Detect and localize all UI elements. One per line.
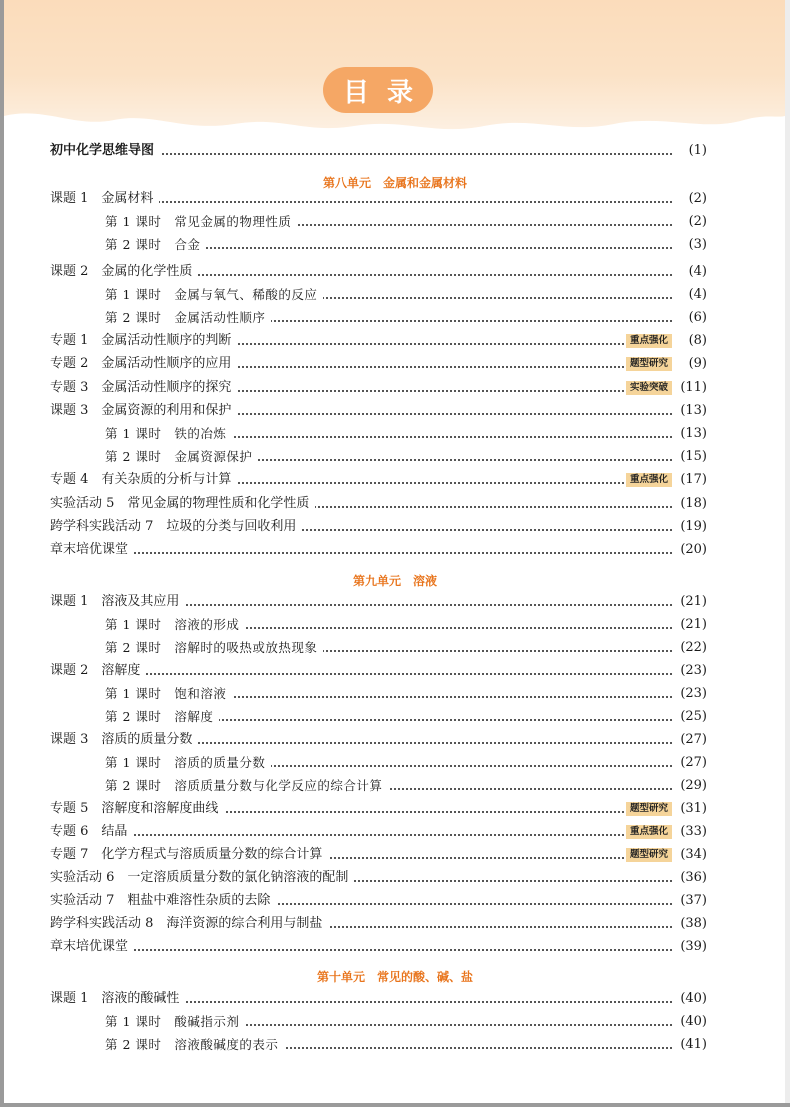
toc-entry[interactable] xyxy=(0,660,790,682)
toc-entry[interactable] xyxy=(0,261,790,283)
entry-label: 专题 1 金属活动性顺序的判断 xyxy=(50,330,237,352)
page-number: (19) xyxy=(677,516,707,538)
category-tag: 重点强化 xyxy=(626,334,672,348)
toc-entry[interactable] xyxy=(0,446,790,468)
dot-leader xyxy=(125,247,672,249)
entry-label: 跨学科实践活动 8 海洋资源的综合利用与制盐 xyxy=(50,913,328,935)
entry-label: 第 1 课时 酸碱指示剂 xyxy=(105,1011,245,1033)
unit-heading: 第十单元 常见的酸、碱、盐 xyxy=(316,970,473,984)
page-edge-bottom xyxy=(0,1103,790,1107)
toc-entry-mindmap[interactable] xyxy=(0,140,790,162)
toc-entry[interactable] xyxy=(0,1011,790,1033)
title-char-1: 目 xyxy=(342,77,369,108)
page-number: (40) xyxy=(677,1011,707,1033)
page-edge-right xyxy=(785,0,790,1107)
page-number: (25) xyxy=(677,706,707,728)
page-number: (2) xyxy=(686,188,707,210)
entry-label: 课题 3 溶质的质量分数 xyxy=(50,729,198,751)
entry-label: 课题 3 金属资源的利用和保护 xyxy=(50,400,237,422)
toc-entry[interactable] xyxy=(0,683,790,705)
toc-entry[interactable] xyxy=(0,423,790,445)
toc-entry[interactable] xyxy=(0,614,790,636)
toc-entry[interactable] xyxy=(0,729,790,751)
page-number: (20) xyxy=(677,539,707,561)
page-number: (18) xyxy=(677,493,707,515)
toc-entry[interactable] xyxy=(0,188,790,210)
dot-leader xyxy=(70,153,672,155)
entry-label: 第 2 课时 溶解时的吸热或放热现象 xyxy=(105,637,323,659)
page-number: (40) xyxy=(677,988,707,1010)
page-number: (34) xyxy=(677,844,707,866)
entry-label: 初中化学思维导图 xyxy=(50,140,160,162)
page-number: (3) xyxy=(686,234,707,256)
toc-entry[interactable] xyxy=(0,284,790,306)
toc-entry[interactable] xyxy=(0,493,790,515)
page-number: (8) xyxy=(686,330,707,352)
entry-label: 课题 1 溶液的酸碱性 xyxy=(50,988,185,1010)
page-number: (29) xyxy=(677,775,707,797)
entry-label: 专题 6 结晶 xyxy=(50,821,133,843)
toc-entry[interactable] xyxy=(0,936,790,958)
toc-entry[interactable] xyxy=(0,821,790,843)
dot-leader xyxy=(70,949,672,951)
page-number: (9) xyxy=(686,353,707,375)
toc-entry[interactable] xyxy=(0,913,790,935)
page-number: (21) xyxy=(677,591,707,613)
toc-entry[interactable] xyxy=(0,844,790,866)
entry-label: 专题 5 溶解度和溶解度曲线 xyxy=(50,798,224,820)
entry-label: 专题 4 有关杂质的分析与计算 xyxy=(50,469,237,491)
toc-entry[interactable] xyxy=(0,330,790,352)
dot-leader xyxy=(70,834,672,836)
entry-label: 课题 2 金属的化学性质 xyxy=(50,261,198,283)
page-number: (4) xyxy=(686,261,707,283)
entry-label: 专题 3 金属活动性顺序的探究 xyxy=(50,377,237,399)
page-number: (27) xyxy=(677,752,707,774)
category-tag: 重点强化 xyxy=(626,473,672,487)
entry-label: 实验活动 7 粗盐中难溶性杂质的去除 xyxy=(50,890,276,912)
entry-label: 跨学科实践活动 7 垃圾的分类与回收利用 xyxy=(50,516,302,538)
toc-entry[interactable] xyxy=(0,752,790,774)
entry-label: 课题 2 溶解度 xyxy=(50,660,146,682)
category-tag: 重点强化 xyxy=(626,825,672,839)
page-number: (37) xyxy=(677,890,707,912)
title-char-2: 录 xyxy=(387,77,414,108)
entry-label: 专题 2 金属活动性顺序的应用 xyxy=(50,353,237,375)
page-number: (1) xyxy=(686,140,707,162)
page-number: (6) xyxy=(686,307,707,329)
page-number: (15) xyxy=(677,446,707,468)
toc-entry[interactable] xyxy=(0,234,790,256)
entry-label: 课题 1 溶液及其应用 xyxy=(50,591,185,613)
page-title xyxy=(323,67,433,113)
toc-entry[interactable] xyxy=(0,1034,790,1056)
toc-entry[interactable] xyxy=(0,775,790,797)
toc-entry[interactable] xyxy=(0,377,790,399)
entry-label: 第 1 课时 饱和溶液 xyxy=(105,683,232,705)
toc-entry[interactable] xyxy=(0,353,790,375)
page-number: (31) xyxy=(677,798,707,820)
entry-label: 第 2 课时 溶解度 xyxy=(105,706,219,728)
toc-entry[interactable] xyxy=(0,211,790,233)
page-number: (22) xyxy=(677,637,707,659)
page-number: (23) xyxy=(677,683,707,705)
entry-label: 第 1 课时 铁的冶炼 xyxy=(105,423,232,445)
page-number: (21) xyxy=(677,614,707,636)
category-tag: 题型研究 xyxy=(626,357,672,371)
entry-label: 第 2 课时 金属活动性顺序 xyxy=(105,307,271,329)
page-number: (17) xyxy=(677,469,707,491)
page-number: (36) xyxy=(677,867,707,889)
page-edge-left xyxy=(0,0,4,1107)
toc-entry[interactable] xyxy=(0,637,790,659)
entry-label: 第 1 课时 溶质的质量分数 xyxy=(105,752,271,774)
entry-label: 第 2 课时 合金 xyxy=(105,234,206,256)
toc-entry[interactable] xyxy=(0,867,790,889)
entry-label: 第 1 课时 溶液的形成 xyxy=(105,614,245,636)
entry-label: 实验活动 5 常见金属的物理性质和化学性质 xyxy=(50,493,315,515)
page-number: (27) xyxy=(677,729,707,751)
category-tag: 实验突破 xyxy=(626,381,672,395)
entry-label: 第 2 课时 金属资源保护 xyxy=(105,446,258,468)
toc-entry[interactable] xyxy=(0,400,790,422)
category-tag: 题型研究 xyxy=(626,848,672,862)
unit-heading: 第八单元 金属和金属材料 xyxy=(322,176,467,190)
page-number: (13) xyxy=(677,400,707,422)
page-number: (2) xyxy=(686,211,707,233)
page-number: (23) xyxy=(677,660,707,682)
dot-leader xyxy=(70,201,672,203)
dot-leader xyxy=(70,552,672,554)
entry-label: 专题 7 化学方程式与溶质质量分数的综合计算 xyxy=(50,844,328,866)
dot-leader xyxy=(70,673,672,675)
page-number: (13) xyxy=(677,423,707,445)
page-number: (33) xyxy=(677,821,707,843)
page-number: (41) xyxy=(677,1034,707,1056)
entry-label: 课题 1 金属材料 xyxy=(50,188,159,210)
category-tag: 题型研究 xyxy=(626,802,672,816)
toc-entry[interactable] xyxy=(0,539,790,561)
entry-label: 章末培优课堂 xyxy=(50,936,134,958)
toc-entry[interactable] xyxy=(0,798,790,820)
toc-entry[interactable] xyxy=(0,890,790,912)
entry-label: 章末培优课堂 xyxy=(50,539,134,561)
entry-label: 第 2 课时 溶质质量分数与化学反应的综合计算 xyxy=(105,775,388,797)
entry-label: 实验活动 6 一定溶质质量分数的氯化钠溶液的配制 xyxy=(50,867,354,889)
toc-entry[interactable] xyxy=(0,706,790,728)
page-number: (11) xyxy=(677,377,707,399)
toc-entry[interactable] xyxy=(0,591,790,613)
toc-entry[interactable] xyxy=(0,516,790,538)
unit-heading: 第九单元 溶液 xyxy=(352,574,437,588)
toc-entry[interactable] xyxy=(0,307,790,329)
entry-label: 第 1 课时 常见金属的物理性质 xyxy=(105,211,297,233)
page-number: (39) xyxy=(677,936,707,958)
entry-label: 第 1 课时 金属与氧气、稀酸的反应 xyxy=(105,284,323,306)
page-number: (4) xyxy=(686,284,707,306)
toc-entry[interactable] xyxy=(0,469,790,491)
toc-entry[interactable] xyxy=(0,988,790,1010)
entry-label: 第 2 课时 溶液酸碱度的表示 xyxy=(105,1034,284,1056)
page-number: (38) xyxy=(677,913,707,935)
